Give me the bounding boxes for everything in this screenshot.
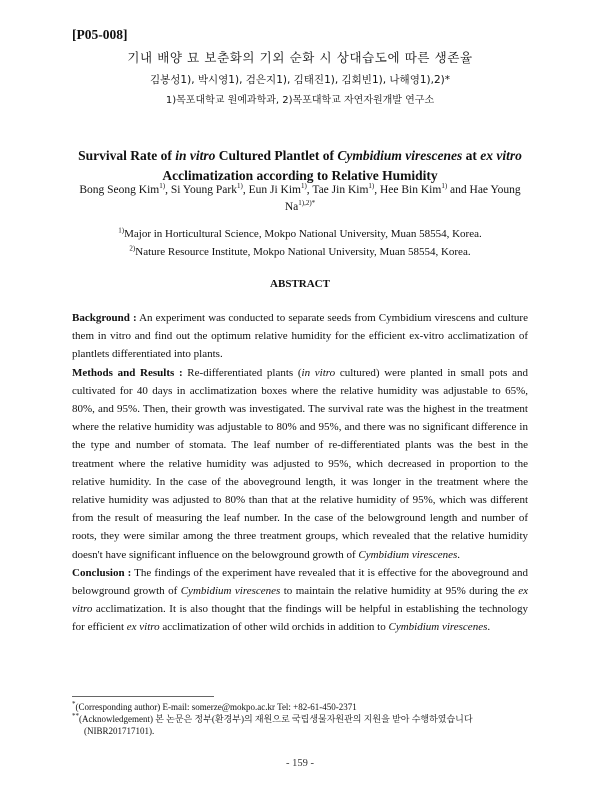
- affiliation-2: [72, 243, 528, 261]
- abstract-body: [72, 309, 528, 637]
- english-title: [72, 146, 528, 186]
- methods-text: cultured) were planted in small pots and cultivated for 40 days in acclimatization boxes where the relative humidity was adjustable to 65%, 80%, and 95%. Then, their growth was investigated. The survival rate was the highest in the treatment where the relative humidity was adjustable to 80% and 95%, and there was no significant difference in the type and number of stomata. The leaf number of re-differentiated plants was the best in the treatment where the relative humidity was adjusted to 95%, which decreased in proportion to the relative humidity. In the case of the aboveground length, it was longer in the treatment where the relative humidity was adjusted to 80% than that at the relative humidity of 95%, which was different from the result of measuring the leaf number. In the case of the belowground length and number of roots, they were similar among the three treatment groups, which revealed that the relative humidity doesn't have significant influence on the belowground growth of: [72, 366, 528, 561]
- affiliation-1: [72, 225, 528, 243]
- poster-code: [P05-008]: [72, 27, 128, 42]
- footnote-text: (Corresponding author) E-mail: somerze@mokpo.ac.kr Tel: +82-61-450-2371: [75, 702, 357, 712]
- author-affil-mark: 1): [300, 182, 307, 191]
- author-name: Si Young Park: [170, 184, 237, 196]
- english-affiliations: [72, 225, 528, 261]
- background-label: Background :: [72, 312, 137, 324]
- methods-paragraph: [72, 364, 528, 564]
- author-name: Bong Seong Kim: [79, 184, 160, 196]
- english-authors: Bong Seong Kim$^{1)}$, Si Young Park$^{1)}$, Eun Ji Kim$^{1)}$, Tae Jin Kim$^{1)}$, Hee Bin Kim$^{1)}$ and Hae Young $Na^{1),2)*}$: [79, 182, 521, 213]
- title-part: Survival Rate of: [78, 148, 176, 163]
- methods-italic: Cymbidium virescenes: [358, 548, 458, 561]
- author-affil-mark: 1): [159, 182, 166, 191]
- methods-label: Methods and Results :: [72, 366, 183, 379]
- methods-italic: in vitro: [301, 366, 336, 379]
- conclusion-paragraph: [72, 564, 528, 637]
- acknowledgement-grant: (NIBR201717101).: [84, 726, 155, 736]
- author-conjunction: and: [450, 184, 467, 196]
- methods-text: .: [457, 548, 461, 561]
- author-affil-mark: 1),2)*: [298, 199, 316, 208]
- affil-mark: 1): [118, 226, 125, 235]
- conclusion-italic: ex vitro: [126, 621, 160, 634]
- author-name: Eun Ji Kim: [248, 184, 301, 196]
- acknowledgement-note: [72, 713, 528, 725]
- footnotes: [72, 701, 528, 737]
- author-name: Hae Young Na: [284, 184, 521, 213]
- footnote-divider: [72, 696, 214, 697]
- conclusion-text: acclimatization of other wild orchids in addition to: [159, 621, 389, 634]
- affil-text: Nature Resource Institute, Mokpo National University, Muan 58554, Korea.: [135, 246, 471, 258]
- conclusion-italic: ex vitro: [72, 585, 528, 616]
- methods-text: Re-differentiated plants (: [182, 366, 302, 379]
- conclusion-text: .: [487, 621, 491, 634]
- korean-authors: 김봉성1), 박시영1), 검은지1), 김태진1), 김회빈1), 나해영1),2)*: [150, 74, 450, 86]
- conclusion-label: Conclusion :: [72, 566, 132, 579]
- footnote-mark: *: [72, 700, 76, 708]
- conclusion-text: to maintain the relative humidity at 95% during the: [280, 585, 519, 598]
- title-part: Cultured Plantlet of: [215, 148, 338, 163]
- title-italic: in vitro: [175, 148, 216, 163]
- conclusion-italic: Cymbidium virescenes: [180, 585, 281, 598]
- footnote-text: (Acknowledgement) 본 논문은 정부(환경부)의 재원으로 국립생물자원관의 지원을 받아 수행하였습니다: [79, 714, 473, 724]
- background-text: An experiment was conducted to separate seeds from Cymbidium virescens and culture them in vitro and find out the optimum relative humidity for the efficient ex-vitro acclimatization of plantlets differentiated into plants.: [72, 312, 528, 361]
- author-affil-mark: 1): [368, 182, 375, 191]
- footnote-mark: **: [72, 712, 79, 720]
- author-name: Tae Jin Kim: [312, 184, 369, 196]
- author-affil-mark: 1): [441, 182, 448, 191]
- title-italic: Cymbidium virescenes: [337, 148, 463, 163]
- conclusion-italic: Cymbidium virescenes: [388, 621, 488, 634]
- page-number: - 159 -: [286, 758, 314, 769]
- background-paragraph: [72, 309, 528, 364]
- conclusion-text: acclimatization. It is also thought that the findings will be helpful in establishing the technology for efficient: [72, 603, 528, 634]
- corresponding-author-note: [72, 701, 528, 713]
- affil-text: Major in Horticultural Science, Mokpo National University, Muan 58554, Korea.: [124, 228, 482, 240]
- korean-title: 기내 배양 묘 보춘화의 기외 순화 시 상대습도에 따른 생존율: [127, 50, 473, 65]
- conclusion-text: The findings of the experiment have revealed that it is effective for the aboveground and belowground growth of: [72, 566, 528, 598]
- author-affil-mark: 1): [236, 182, 243, 191]
- author-name: Hee Bin Kim: [379, 184, 442, 196]
- abstract-heading: ABSTRACT: [270, 278, 330, 290]
- affil-mark: 2): [129, 244, 136, 253]
- title-part: at: [462, 148, 481, 163]
- korean-affiliation: 1)목포대학교 원예과학과, 2)목포대학교 자연자원개발 연구소: [165, 95, 435, 106]
- title-italic: ex vitro: [480, 148, 522, 163]
- title-line2: Acclimatization according to Relative Humidity: [162, 168, 438, 183]
